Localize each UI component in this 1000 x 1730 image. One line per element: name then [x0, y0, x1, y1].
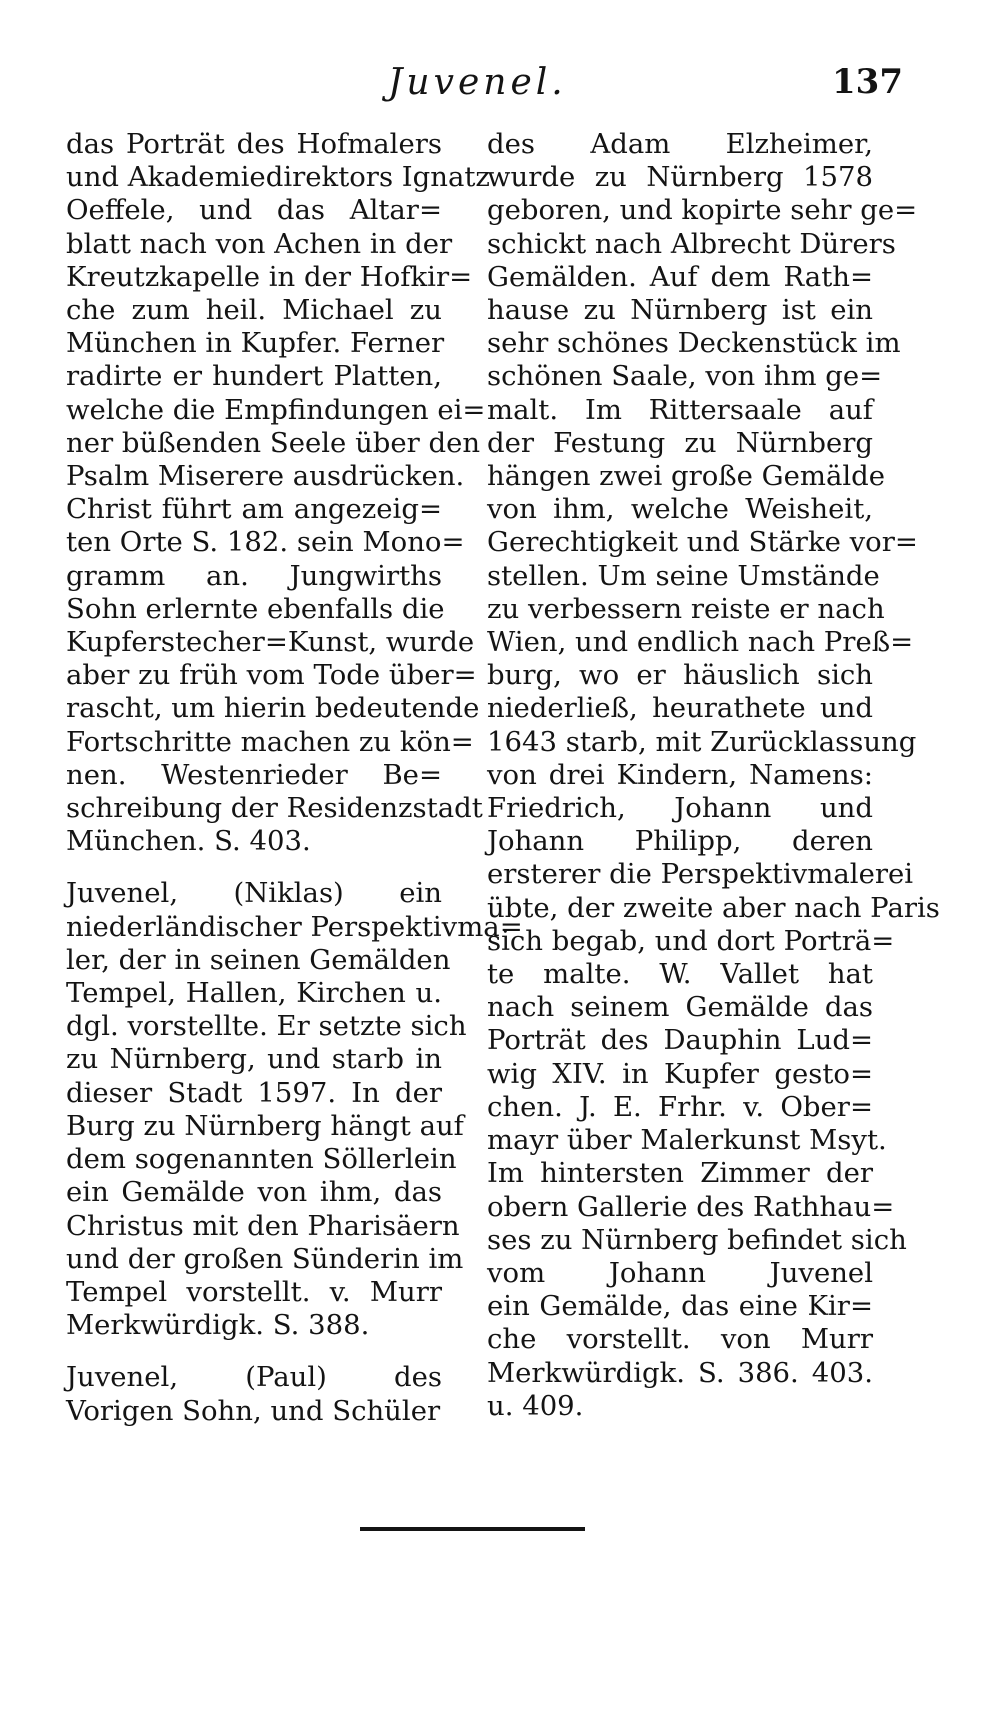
text-line: nen. Westenrieder Be=: [66, 758, 442, 791]
text-line: München in Kupfer. Ferner: [66, 327, 445, 360]
running-title: Juvenel.: [388, 62, 567, 103]
left-column: [66, 128, 523, 1428]
text-line: Juvenel, (Niklas) ein: [66, 877, 442, 910]
text-line: das Porträt des Hofmalers: [66, 128, 442, 160]
text-line: schönen Saale, von ihm ge=: [487, 360, 883, 393]
text-line: Juvenel, (Paul) des: [66, 1361, 442, 1394]
text-line: ner büßenden Seele über den: [66, 426, 481, 459]
text-line: und der großen Sünderin im: [66, 1242, 464, 1275]
text-line: ersterer die Perspektivmalerei: [487, 858, 914, 891]
text-line: nach seinem Gemälde das: [487, 991, 873, 1024]
text-line: Merkwürdigk. S. 386. 403.: [487, 1356, 873, 1389]
text-line: schickt nach Albrecht Dürers: [487, 227, 896, 260]
text-line: burg, wo er häuslich sich: [487, 659, 873, 692]
text-line: niederländischer Perspektivma=: [66, 910, 523, 943]
text-line: sich begab, und dort Porträ=: [487, 924, 895, 957]
text-line: Johann Philipp, deren: [487, 825, 873, 858]
text-line: von ihm, welche Weisheit,: [487, 493, 873, 526]
page-number: 137: [832, 62, 903, 102]
text-line: Christ führt am angezeig=: [66, 493, 442, 526]
left-column-paragraph: [66, 1361, 442, 1427]
text-line: mayr über Malerkunst Msyt.: [487, 1124, 887, 1157]
text-line: chen. J. E. Frhr. v. Ober=: [487, 1090, 873, 1123]
text-line: te malte. W. Vallet hat: [487, 958, 873, 991]
text-line: Merkwürdigk. S. 388.: [66, 1309, 370, 1342]
text-line: Friedrich, Johann und: [487, 792, 873, 825]
text-line: Gerechtigkeit und Stärke vor=: [487, 526, 918, 559]
text-line: Porträt des Dauphin Lud=: [487, 1024, 873, 1057]
text-line: Fortschritte machen zu kön=: [66, 725, 474, 758]
text-line: blatt nach von Achen in der: [66, 227, 453, 260]
text-line: Kreutzkapelle in der Hofkir=: [66, 260, 473, 293]
text-line: Burg zu Nürnberg hängt auf: [66, 1109, 464, 1142]
text-line: hängen zwei große Gemälde: [487, 460, 886, 493]
right-column-paragraph: [487, 128, 940, 1423]
text-line: Psalm Miserere ausdrücken.: [66, 460, 465, 493]
text-line: Tempel, Hallen, Kirchen u.: [66, 977, 442, 1010]
text-line: ein Gemälde von ihm, das: [66, 1176, 442, 1209]
text-line: ses zu Nürnberg befindet sich: [487, 1223, 907, 1256]
text-line: 1643 starb, mit Zurücklassung: [487, 725, 917, 758]
text-line: u. 409.: [487, 1389, 584, 1422]
left-column-paragraph: [66, 128, 490, 858]
text-line: zu Nürnberg, und starb in: [66, 1043, 442, 1076]
text-line: obern Gallerie des Rathhau=: [487, 1190, 895, 1223]
text-line: che vorstellt. von Murr: [487, 1323, 873, 1356]
text-line: welche die Empfindungen ei=: [66, 393, 486, 426]
paragraph-gap: [66, 858, 442, 877]
text-line: Sohn erlernte ebenfalls die: [66, 592, 445, 625]
text-line: dieser Stadt 1597. In der: [66, 1076, 442, 1109]
text-line: vom Johann Juvenel: [487, 1256, 873, 1289]
text-line: radirte er hundert Platten,: [66, 360, 442, 393]
text-line: übte, der zweite aber nach Paris: [487, 891, 940, 924]
text-line: ler, der in seinen Gemälden: [66, 943, 451, 976]
text-line: dgl. vorstellte. Er setzte sich: [66, 1010, 467, 1043]
text-line: Gemälden. Auf dem Rath=: [487, 260, 873, 293]
text-line: des Adam Elzheimer,: [487, 128, 873, 160]
right-column: [487, 128, 940, 1423]
left-column-paragraph: [66, 877, 523, 1342]
text-line: malt. Im Rittersaale auf: [487, 393, 873, 426]
text-line: ten Orte S. 182. sein Mono=: [66, 526, 465, 559]
text-line: geboren, und kopirte sehr ge=: [487, 194, 918, 227]
text-line: hause zu Nürnberg ist ein: [487, 294, 873, 327]
text-line: Vorigen Sohn, und Schüler: [66, 1394, 441, 1427]
text-line: Christus mit den Pharisäern: [66, 1209, 460, 1242]
end-rule: [360, 1527, 585, 1531]
text-line: schreibung der Residenzstadt: [66, 792, 483, 825]
text-line: Im hintersten Zimmer der: [487, 1157, 873, 1190]
text-line: und Akademiedirektors Ignatz: [66, 161, 490, 194]
text-line: dem sogenannten Söllerlein: [66, 1143, 457, 1176]
text-line: rascht, um hierin bedeutende: [66, 692, 480, 725]
text-line: wurde zu Nürnberg 1578: [487, 161, 873, 194]
text-line: aber zu früh vom Tode über=: [66, 659, 477, 692]
text-line: gramm an. Jungwirths: [66, 559, 442, 592]
text-line: zu verbessern reiste er nach: [487, 592, 885, 625]
text-line: der Festung zu Nürnberg: [487, 426, 873, 459]
text-line: Tempel vorstellt. v. Murr: [66, 1275, 442, 1308]
text-line: Oeffele, und das Altar=: [66, 194, 442, 227]
text-line: stellen. Um seine Umstände: [487, 559, 880, 592]
text-line: Kupferstecher=Kunst, wurde: [66, 626, 475, 659]
text-line: München. S. 403.: [66, 825, 311, 858]
text-line: che zum heil. Michael zu: [66, 294, 442, 327]
text-line: niederließ, heurathete und: [487, 692, 873, 725]
text-line: sehr schönes Deckenstück im: [487, 327, 901, 360]
text-line: wig XIV. in Kupfer gesto=: [487, 1057, 873, 1090]
text-line: von drei Kindern, Namens:: [487, 758, 873, 791]
text-line: ein Gemälde, das eine Kir=: [487, 1290, 873, 1323]
running-head: [0, 62, 1000, 112]
text-line: Wien, und endlich nach Preß=: [487, 626, 914, 659]
paragraph-gap: [66, 1342, 442, 1361]
